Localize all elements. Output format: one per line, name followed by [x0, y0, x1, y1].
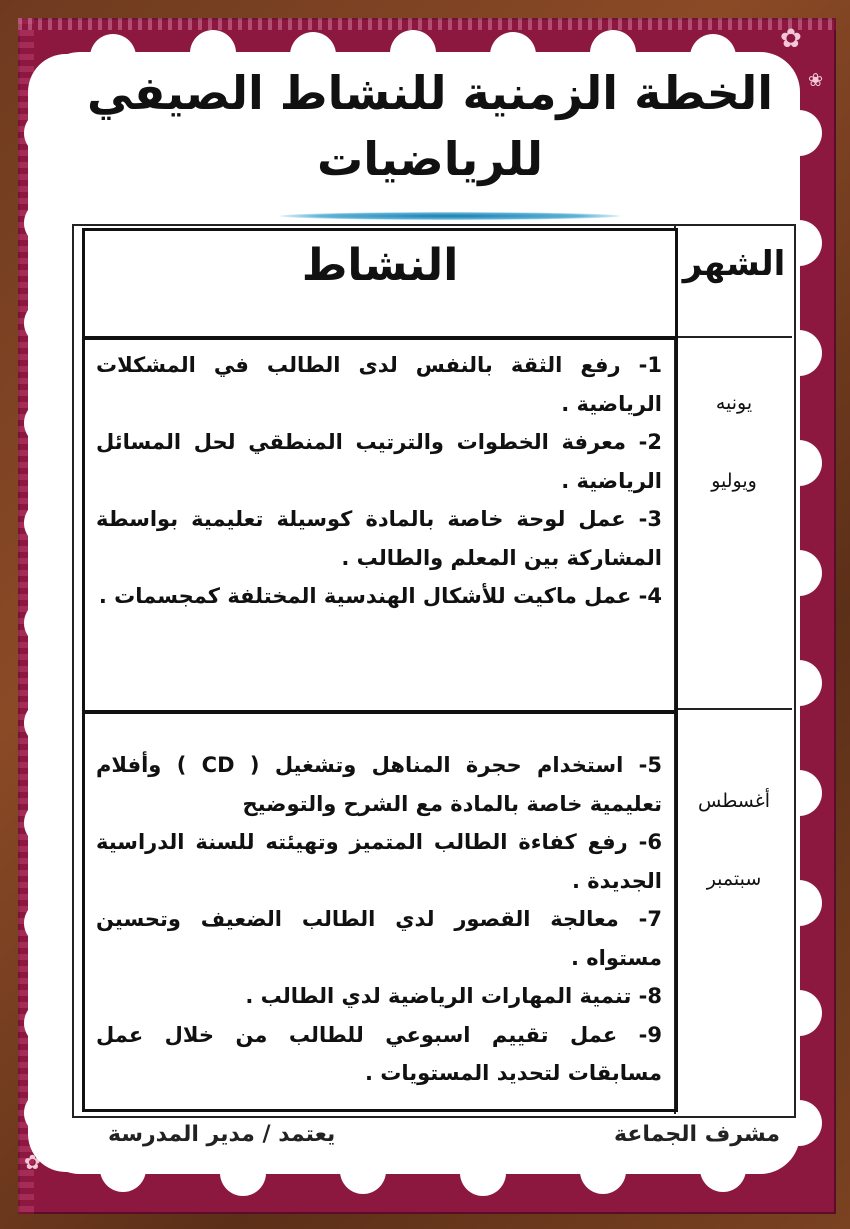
activity-item: 7- معالجة القصور لدي الطالب الضعيف وتحسين مستواه .: [96, 907, 662, 970]
activity-item: 9- عمل تقييم اسبوعي للطالب من خلال عمل مسابقات لتحديد المستويات .: [96, 1022, 662, 1085]
row-divider: [674, 708, 792, 710]
flower-icon: ❀: [808, 70, 824, 91]
page-title: [70, 60, 790, 192]
activity-item: 4- عمل ماكيت للأشكال الهندسية المختلفة كمجسمات .: [98, 584, 662, 608]
activity-item: 8- تنمية المهارات الرياضية لدي الطالب .: [245, 984, 662, 1008]
activity-list: [96, 346, 662, 616]
activity-item: 2- معرفة الخطوات والترتيب المنطقي لحل المسائل الرياضية .: [96, 430, 662, 493]
activity-item: 1- رفع الثقة بالنفس لدى الطالب في المشكلات الرياضية .: [96, 353, 662, 416]
activity-item: 3- عمل لوحة خاصة بالمادة كوسيلة تعليمية بواسطة المشاركة بين المعلم والطالب .: [96, 507, 662, 570]
title-line-1: الخطة الزمنية للنشاط الصيفي: [86, 66, 773, 120]
row-divider: [674, 336, 792, 338]
frame-pattern-top: [18, 18, 836, 30]
activity-item: 6- رفع كفاءة الطالب المتميز وتهيئته للسنة الدراسية الجديدة .: [96, 830, 662, 893]
activity-item: 5- استخدام حجرة المناهل وتشغيل ( CD ) وأفلام تعليمية خاصة بالمادة مع الشرح والتوضيح: [96, 753, 662, 816]
month-label: ويوليو: [711, 470, 757, 492]
month-label: سبتمبر: [706, 868, 762, 890]
month-label: يونيه: [715, 392, 753, 414]
header-activity: النشاط: [301, 240, 459, 291]
supervisor-signature-label: مشرف الجماعة: [614, 1122, 780, 1147]
flower-icon: ✿: [24, 1150, 41, 1174]
principal-approval-label: يعتمد / مدير المدرسة: [108, 1122, 336, 1147]
activity-list: [96, 746, 662, 1093]
title-underline: [280, 212, 620, 220]
header-month: الشهر: [682, 244, 786, 284]
title-line-2: للرياضيات: [317, 132, 543, 186]
month-label: أغسطس: [698, 790, 770, 812]
flower-icon: ✿: [780, 24, 802, 54]
